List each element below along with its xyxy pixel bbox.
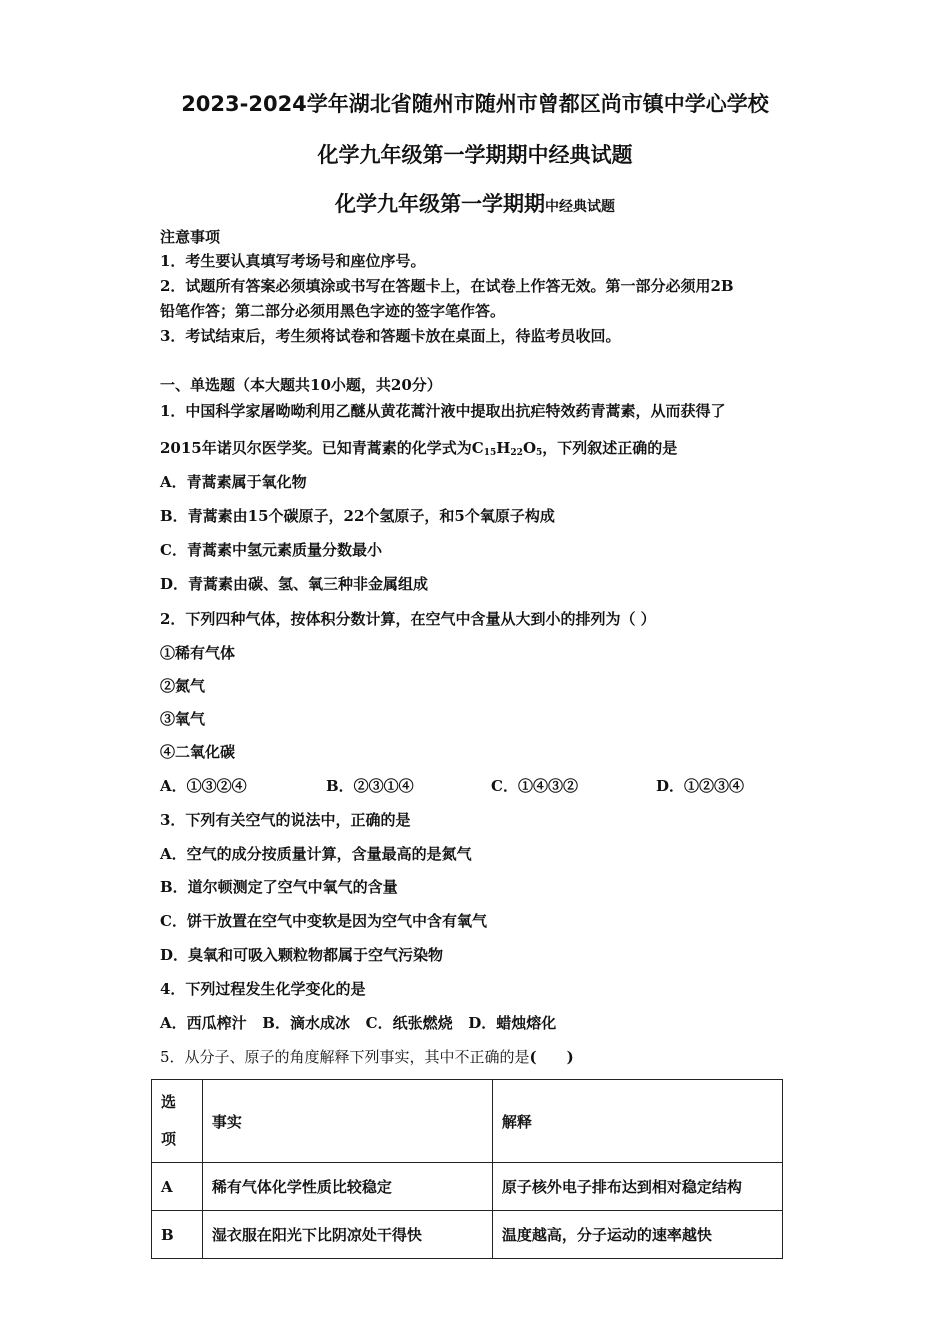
- row-fact: 稀有气体化学性质比较稳定: [202, 1163, 492, 1211]
- q1-stem-prefix: 2015年诺贝尔医学奖。已知青蒿素的化学式为C: [160, 439, 484, 457]
- q5-stem-paren: ( ): [529, 1048, 574, 1066]
- facts-table: [151, 1079, 783, 1259]
- row-fact: 湿衣服在阳光下比阴凉处干得快: [202, 1211, 492, 1259]
- exam-title-line3: [0, 188, 950, 218]
- notice-heading: 注意事项: [160, 228, 221, 246]
- q3-option-b: B．道尔顿测定了空气中氧气的含量: [160, 878, 398, 896]
- q2-option-a: A．①③②④: [160, 777, 247, 795]
- q2-item-4: ④二氧化碳: [160, 743, 236, 761]
- q4-stem: 4．下列过程发生化学变化的是: [160, 980, 366, 998]
- q1-option-c: C．青蒿素中氢元素质量分数最小: [160, 541, 382, 559]
- q3-stem: 3．下列有关空气的说法中，正确的是: [160, 811, 411, 829]
- table-row: [152, 1163, 783, 1211]
- row-option: A: [152, 1163, 203, 1211]
- formula-subscript: 15: [483, 448, 497, 458]
- exam-title-line3-small: 中经典试题: [545, 199, 615, 215]
- exam-title-line2: 化学九年级第一学期期中经典试题: [317, 143, 633, 167]
- section-heading: 一、单选题（本大题共10小题，共20分）: [160, 376, 442, 394]
- q5-stem: [160, 1047, 574, 1067]
- q5-stem-text: 5．从分子、原子的角度解释下列事实，其中不正确的是: [160, 1048, 530, 1066]
- formula-element: H: [496, 439, 511, 457]
- q2-item-1: ①稀有气体: [160, 644, 236, 662]
- q1-option-a: A．青蒿素属于氧化物: [160, 473, 307, 491]
- formula-element: O: [522, 439, 537, 457]
- exam-title-line3-large: 化学九年级第一学期期: [335, 192, 545, 216]
- q2-item-3: ③氧气: [160, 710, 206, 728]
- q1-stem-line1: 1．中国科学家屠呦呦利用乙醚从黄花蒿汁液中提取出抗疟特效药青蒿素，从而获得了: [160, 402, 726, 420]
- row-explanation: 温度越高，分子运动的速率越快: [492, 1211, 782, 1259]
- header-fact: 事实: [202, 1080, 492, 1163]
- header-option-line2: 项: [161, 1130, 177, 1148]
- q2-item-2: ②氮气: [160, 677, 206, 695]
- q2-option-c: C．①④③②: [491, 777, 578, 795]
- q1-stem-line2: [160, 438, 677, 463]
- formula-subscript: 22: [510, 448, 523, 458]
- q1-stem-suffix: ，下列叙述正确的是: [542, 439, 678, 457]
- q2-option-b: B．②③①④: [326, 777, 414, 795]
- q2-stem: 2．下列四种气体，按体积分数计算，在空气中含量从大到小的排列为（ ）: [160, 610, 656, 628]
- header-option: [152, 1080, 203, 1163]
- formula-subscript: 5: [536, 448, 543, 458]
- exam-title-line1: 2023-2024学年湖北省随州市随州市曾都区尚市镇中学心学校: [181, 92, 769, 116]
- header-option-line1: 选: [161, 1093, 177, 1111]
- q2-option-d: D．①②③④: [656, 777, 745, 795]
- notice-item-3: 3．考试结束后，考生须将试卷和答题卡放在桌面上，待监考员收回。: [160, 327, 621, 345]
- table-header-row: [152, 1080, 783, 1163]
- header-explanation: 解释: [492, 1080, 782, 1163]
- table-row: [152, 1211, 783, 1259]
- row-explanation: 原子核外电子排布达到相对稳定结构: [492, 1163, 782, 1211]
- q3-option-c: C．饼干放置在空气中变软是因为空气中含有氧气: [160, 912, 487, 930]
- notice-item-2-line2: 铅笔作答；第二部分必须用黑色字迹的签字笔作答。: [160, 302, 506, 320]
- notice-item-2-line1: 2．试题所有答案必须填涂或书写在答题卡上，在试卷上作答无效。第一部分必须用2B: [160, 277, 734, 295]
- notice-item-1: 1．考生要认真填写考场号和座位序号。: [160, 252, 426, 270]
- q4-options: A．西瓜榨汁 B．滴水成冰 C．纸张燃烧 D．蜡烛熔化: [160, 1014, 557, 1032]
- q1-option-b: B．青蒿素由15个碳原子，22个氢原子，和5个氧原子构成: [160, 507, 555, 525]
- q1-option-d: D．青蒿素由碳、氢、氧三种非金属组成: [160, 575, 429, 593]
- row-option: B: [152, 1211, 203, 1259]
- q3-option-a: A．空气的成分按质量计算，含量最高的是氮气: [160, 845, 472, 863]
- q3-option-d: D．臭氧和可吸入颗粒物都属于空气污染物: [160, 946, 444, 964]
